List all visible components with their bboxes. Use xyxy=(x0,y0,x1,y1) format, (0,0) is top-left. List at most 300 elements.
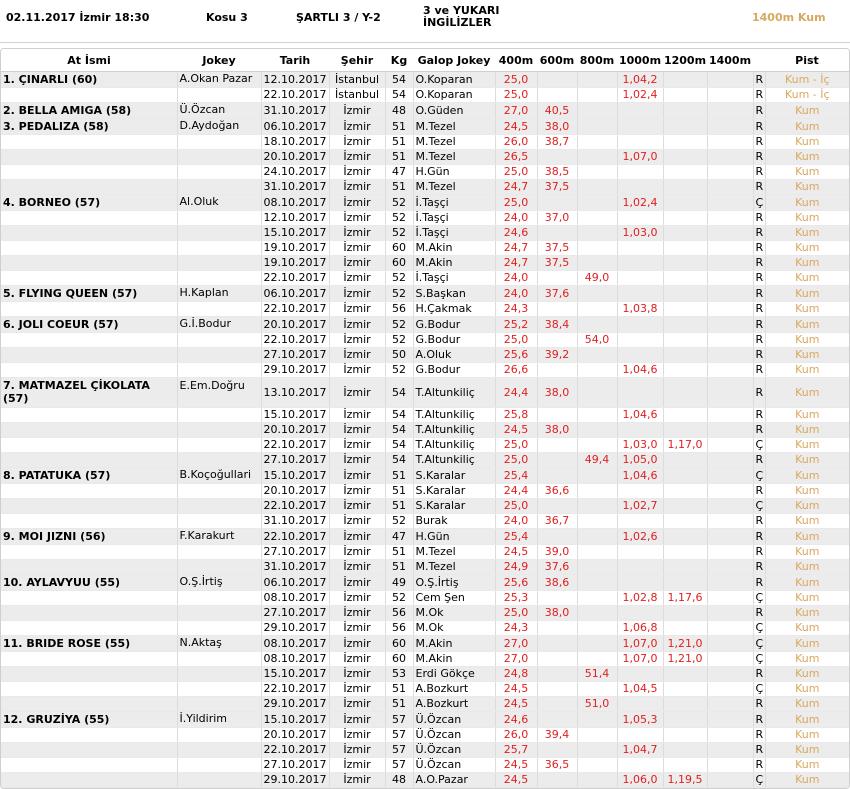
horse-jockey-empty xyxy=(177,363,261,378)
work-city: İzmir xyxy=(329,438,385,453)
work-city: İzmir xyxy=(329,348,385,363)
time-400m: 24,6 xyxy=(495,226,537,241)
time-1400m xyxy=(707,195,753,211)
track-surface: Kum xyxy=(765,363,849,378)
column-400m-header: 400m xyxy=(495,49,537,72)
work-date: 31.10.2017 xyxy=(261,180,329,195)
horse-name-empty xyxy=(1,165,177,180)
track-direction: R xyxy=(753,211,765,226)
time-1200m xyxy=(663,408,707,423)
track-surface: Kum xyxy=(765,514,849,529)
work-city: İzmir xyxy=(329,606,385,621)
time-1400m xyxy=(707,773,753,788)
table-row xyxy=(1,317,849,333)
horse-jockey-empty xyxy=(177,165,261,180)
gallop-jockey: H.Gün xyxy=(413,165,495,180)
horse-jockey-empty xyxy=(177,606,261,621)
track-surface: Kum xyxy=(765,529,849,545)
track-surface: Kum xyxy=(765,165,849,180)
work-weight: 57 xyxy=(385,743,413,758)
work-weight: 52 xyxy=(385,286,413,302)
gallop-jockey: M.Akin xyxy=(413,241,495,256)
gallop-jockey: T.Altunkiliç xyxy=(413,453,495,468)
time-1200m xyxy=(663,119,707,135)
track-surface: Kum xyxy=(765,302,849,317)
time-600m: 37,5 xyxy=(537,256,577,271)
horse-jockey: G.İ.Bodur xyxy=(177,317,261,333)
time-1200m xyxy=(663,150,707,165)
time-1000m: 1,02,4 xyxy=(617,195,663,211)
track-surface: Kum xyxy=(765,423,849,438)
track-direction: Ç xyxy=(753,468,765,484)
time-600m: 39,4 xyxy=(537,728,577,743)
time-600m xyxy=(537,88,577,103)
work-city: İzmir xyxy=(329,758,385,773)
time-400m: 25,0 xyxy=(495,195,537,211)
horse-name-empty xyxy=(1,363,177,378)
column-track-header: Pist xyxy=(765,49,849,72)
track-direction: R xyxy=(753,72,765,88)
time-800m xyxy=(577,226,617,241)
time-1000m xyxy=(617,317,663,333)
time-1200m xyxy=(663,621,707,636)
work-city: İzmir xyxy=(329,271,385,286)
work-city: İzmir xyxy=(329,529,385,545)
table-row xyxy=(1,652,849,667)
time-400m: 24,0 xyxy=(495,211,537,226)
horse-name: 4. BORNEO (57) xyxy=(1,195,177,211)
time-1000m xyxy=(617,575,663,591)
time-1400m xyxy=(707,302,753,317)
work-weight: 60 xyxy=(385,241,413,256)
work-weight: 54 xyxy=(385,408,413,423)
track-surface: Kum xyxy=(765,728,849,743)
gallop-jockey: M.Ok xyxy=(413,621,495,636)
time-400m: 25,4 xyxy=(495,468,537,484)
time-1000m: 1,02,8 xyxy=(617,591,663,606)
work-weight: 56 xyxy=(385,621,413,636)
time-400m: 24,7 xyxy=(495,241,537,256)
table-row xyxy=(1,72,849,88)
horse-jockey-empty xyxy=(177,408,261,423)
horse-jockey-empty xyxy=(177,271,261,286)
work-date: 22.10.2017 xyxy=(261,499,329,514)
time-1200m xyxy=(663,135,707,150)
table-row xyxy=(1,529,849,545)
gallop-jockey: H.Gün xyxy=(413,529,495,545)
work-city: İzmir xyxy=(329,514,385,529)
time-400m: 24,3 xyxy=(495,621,537,636)
table-row xyxy=(1,408,849,423)
time-1400m xyxy=(707,606,753,621)
time-1200m xyxy=(663,165,707,180)
work-date: 19.10.2017 xyxy=(261,241,329,256)
time-800m xyxy=(577,591,617,606)
time-400m: 24,5 xyxy=(495,682,537,697)
time-1400m xyxy=(707,453,753,468)
time-1000m xyxy=(617,728,663,743)
work-date: 06.10.2017 xyxy=(261,575,329,591)
column-horse-name-header: At İsmi xyxy=(1,49,177,72)
track-surface: Kum xyxy=(765,150,849,165)
time-1400m xyxy=(707,712,753,728)
horse-name-empty xyxy=(1,423,177,438)
time-1400m xyxy=(707,241,753,256)
time-400m: 25,0 xyxy=(495,165,537,180)
time-1000m: 1,05,3 xyxy=(617,712,663,728)
time-1200m xyxy=(663,271,707,286)
gallop-jockey: S.Karalar xyxy=(413,499,495,514)
table-row xyxy=(1,423,849,438)
horse-jockey-empty xyxy=(177,135,261,150)
time-1200m xyxy=(663,226,707,241)
track-surface: Kum - İç xyxy=(765,72,849,88)
time-1200m xyxy=(663,378,707,408)
time-1400m xyxy=(707,333,753,348)
table-row xyxy=(1,453,849,468)
gallop-jockey: M.Tezel xyxy=(413,560,495,575)
time-600m xyxy=(537,271,577,286)
work-city: İzmir xyxy=(329,468,385,484)
time-1200m xyxy=(663,743,707,758)
work-date: 22.10.2017 xyxy=(261,88,329,103)
time-1200m xyxy=(663,333,707,348)
time-800m xyxy=(577,621,617,636)
table-row xyxy=(1,682,849,697)
work-weight: 51 xyxy=(385,545,413,560)
table-row xyxy=(1,271,849,286)
work-date: 29.10.2017 xyxy=(261,621,329,636)
work-weight: 60 xyxy=(385,652,413,667)
time-1400m xyxy=(707,72,753,88)
time-600m: 40,5 xyxy=(537,103,577,119)
time-600m xyxy=(537,195,577,211)
time-1000m: 1,02,6 xyxy=(617,529,663,545)
time-1000m: 1,04,2 xyxy=(617,72,663,88)
time-1000m xyxy=(617,514,663,529)
time-400m: 24,7 xyxy=(495,180,537,195)
time-1200m xyxy=(663,712,707,728)
time-800m: 49,0 xyxy=(577,271,617,286)
time-1200m: 1,19,5 xyxy=(663,773,707,788)
time-800m: 49,4 xyxy=(577,453,617,468)
time-400m: 24,4 xyxy=(495,378,537,408)
work-city: İstanbul xyxy=(329,88,385,103)
time-600m xyxy=(537,150,577,165)
work-date: 22.10.2017 xyxy=(261,743,329,758)
table-row xyxy=(1,363,849,378)
time-600m: 37,5 xyxy=(537,241,577,256)
gallop-jockey: M.Akin xyxy=(413,636,495,652)
gallop-jockey: M.Tezel xyxy=(413,150,495,165)
gallop-jockey: İ.Taşçi xyxy=(413,211,495,226)
gallop-jockey: S.Başkan xyxy=(413,286,495,302)
work-city: İzmir xyxy=(329,621,385,636)
work-city: İzmir xyxy=(329,286,385,302)
horse-jockey: O.Ş.İrtiş xyxy=(177,575,261,591)
horse-jockey-empty xyxy=(177,88,261,103)
work-city: İzmir xyxy=(329,195,385,211)
track-surface: Kum xyxy=(765,667,849,682)
track-direction: R xyxy=(753,150,765,165)
table-row xyxy=(1,621,849,636)
horse-name-empty xyxy=(1,453,177,468)
track-direction: R xyxy=(753,256,765,271)
work-city: İzmir xyxy=(329,453,385,468)
work-date: 22.10.2017 xyxy=(261,682,329,697)
work-date: 15.10.2017 xyxy=(261,226,329,241)
table-row xyxy=(1,226,849,241)
work-weight: 51 xyxy=(385,119,413,135)
time-400m: 25,0 xyxy=(495,499,537,514)
column-jockey-header: Jokey xyxy=(177,49,261,72)
work-city: İzmir xyxy=(329,652,385,667)
track-surface: Kum xyxy=(765,180,849,195)
time-1400m xyxy=(707,286,753,302)
time-1200m xyxy=(663,728,707,743)
track-surface: Kum xyxy=(765,468,849,484)
time-1200m xyxy=(663,697,707,712)
time-400m: 27,0 xyxy=(495,103,537,119)
work-city: İzmir xyxy=(329,408,385,423)
horse-jockey-empty xyxy=(177,652,261,667)
work-date: 29.10.2017 xyxy=(261,697,329,712)
track-surface: Kum xyxy=(765,636,849,652)
gallop-jockey: O.Koparan xyxy=(413,72,495,88)
gallop-jockey: T.Altunkiliç xyxy=(413,423,495,438)
time-800m xyxy=(577,545,617,560)
time-400m: 26,6 xyxy=(495,363,537,378)
time-1000m: 1,05,0 xyxy=(617,453,663,468)
track-surface: Kum xyxy=(765,758,849,773)
gallop-jockey: M.Tezel xyxy=(413,135,495,150)
time-1000m: 1,03,0 xyxy=(617,438,663,453)
track-surface: Kum xyxy=(765,103,849,119)
time-400m: 25,0 xyxy=(495,88,537,103)
gallop-jockey: A.Bozkurt xyxy=(413,697,495,712)
time-600m: 38,7 xyxy=(537,135,577,150)
track-surface: Kum xyxy=(765,545,849,560)
horse-name: 1. ÇINARLI (60) xyxy=(1,72,177,88)
track-surface: Kum xyxy=(765,575,849,591)
time-1400m xyxy=(707,529,753,545)
table-row xyxy=(1,135,849,150)
table-row xyxy=(1,348,849,363)
gallop-jockey: O.Ş.İrtiş xyxy=(413,575,495,591)
horse-name-empty xyxy=(1,743,177,758)
work-weight: 47 xyxy=(385,165,413,180)
column-city-header: Şehir xyxy=(329,49,385,72)
time-600m: 38,5 xyxy=(537,165,577,180)
time-1200m xyxy=(663,575,707,591)
work-date: 15.10.2017 xyxy=(261,712,329,728)
time-600m xyxy=(537,72,577,88)
track-direction: R xyxy=(753,317,765,333)
work-city: İzmir xyxy=(329,667,385,682)
horse-name: 3. PEDALIZA (58) xyxy=(1,119,177,135)
work-city: İzmir xyxy=(329,575,385,591)
track-direction: Ç xyxy=(753,591,765,606)
work-city: İzmir xyxy=(329,103,385,119)
work-weight: 56 xyxy=(385,606,413,621)
time-1000m: 1,02,4 xyxy=(617,88,663,103)
track-direction: Ç xyxy=(753,652,765,667)
work-weight: 54 xyxy=(385,423,413,438)
work-weight: 51 xyxy=(385,150,413,165)
time-800m xyxy=(577,88,617,103)
time-1000m xyxy=(617,606,663,621)
time-600m: 36,5 xyxy=(537,758,577,773)
track-direction: R xyxy=(753,560,765,575)
track-surface: Kum xyxy=(765,135,849,150)
time-600m xyxy=(537,333,577,348)
horse-name-empty xyxy=(1,226,177,241)
work-weight: 52 xyxy=(385,195,413,211)
time-400m: 25,0 xyxy=(495,333,537,348)
time-400m: 24,5 xyxy=(495,423,537,438)
horse-name-empty xyxy=(1,271,177,286)
gallop-jockey: M.Tezel xyxy=(413,119,495,135)
horse-jockey-empty xyxy=(177,499,261,514)
work-weight: 51 xyxy=(385,484,413,499)
time-1000m: 1,04,6 xyxy=(617,363,663,378)
time-800m xyxy=(577,180,617,195)
time-800m xyxy=(577,286,617,302)
time-1000m xyxy=(617,135,663,150)
track-surface: Kum xyxy=(765,773,849,788)
time-1400m xyxy=(707,180,753,195)
horse-jockey: B.Koçoğullari xyxy=(177,468,261,484)
time-1400m xyxy=(707,211,753,226)
track-direction: R xyxy=(753,529,765,545)
horse-name-empty xyxy=(1,560,177,575)
table-row xyxy=(1,211,849,226)
track-surface: Kum xyxy=(765,226,849,241)
horse-name-empty xyxy=(1,697,177,712)
track-direction: R xyxy=(753,484,765,499)
work-city: İzmir xyxy=(329,636,385,652)
work-date: 08.10.2017 xyxy=(261,636,329,652)
time-1400m xyxy=(707,499,753,514)
track-surface: Kum xyxy=(765,119,849,135)
work-weight: 53 xyxy=(385,667,413,682)
column-kg-header: Kg xyxy=(385,49,413,72)
work-city: İzmir xyxy=(329,499,385,514)
time-1400m xyxy=(707,363,753,378)
horse-name-empty xyxy=(1,484,177,499)
track-direction: R xyxy=(753,302,765,317)
track-direction: R xyxy=(753,575,765,591)
time-600m: 37,6 xyxy=(537,286,577,302)
gallop-jockey: T.Altunkiliç xyxy=(413,408,495,423)
time-600m xyxy=(537,363,577,378)
horse-name-empty xyxy=(1,150,177,165)
gallop-jockey: A.Bozkurt xyxy=(413,682,495,697)
gallop-jockey: M.Ok xyxy=(413,606,495,621)
horse-name: 11. BRIDE ROSE (55) xyxy=(1,636,177,652)
track-surface: Kum xyxy=(765,211,849,226)
horse-name-empty xyxy=(1,758,177,773)
time-800m xyxy=(577,682,617,697)
track-direction: R xyxy=(753,712,765,728)
gallop-jockey: Ü.Özcan xyxy=(413,728,495,743)
table-row xyxy=(1,606,849,621)
table-row xyxy=(1,180,849,195)
time-1200m xyxy=(663,88,707,103)
time-800m: 51,0 xyxy=(577,697,617,712)
horse-jockey-empty xyxy=(177,667,261,682)
time-400m: 24,5 xyxy=(495,758,537,773)
track-direction: R xyxy=(753,226,765,241)
track-direction: R xyxy=(753,103,765,119)
time-1400m xyxy=(707,378,753,408)
time-1000m xyxy=(617,286,663,302)
time-1200m xyxy=(663,195,707,211)
table-row xyxy=(1,545,849,560)
track-direction: Ç xyxy=(753,773,765,788)
horse-name-empty xyxy=(1,241,177,256)
time-1200m xyxy=(663,499,707,514)
time-600m: 38,0 xyxy=(537,119,577,135)
time-1200m xyxy=(663,256,707,271)
work-weight: 52 xyxy=(385,317,413,333)
gallop-jockey: G.Bodur xyxy=(413,363,495,378)
time-1000m: 1,02,7 xyxy=(617,499,663,514)
work-city: İzmir xyxy=(329,423,385,438)
gallop-jockey: A.O.Pazar xyxy=(413,773,495,788)
time-600m: 39,0 xyxy=(537,545,577,560)
time-1400m xyxy=(707,545,753,560)
work-date: 29.10.2017 xyxy=(261,363,329,378)
time-1200m: 1,21,0 xyxy=(663,652,707,667)
time-800m xyxy=(577,302,617,317)
horse-jockey-empty xyxy=(177,423,261,438)
track-direction: R xyxy=(753,363,765,378)
time-1000m xyxy=(617,211,663,226)
time-600m xyxy=(537,712,577,728)
time-800m xyxy=(577,728,617,743)
track-surface: Kum xyxy=(765,438,849,453)
table-header-row xyxy=(1,49,849,72)
work-weight: 54 xyxy=(385,378,413,408)
gallop-table xyxy=(1,49,849,788)
horse-jockey-empty xyxy=(177,545,261,560)
work-city: İzmir xyxy=(329,256,385,271)
column-gallop-jockey-header: Galop Jokey xyxy=(413,49,495,72)
table-body xyxy=(1,72,849,788)
time-1400m xyxy=(707,271,753,286)
time-1200m xyxy=(663,103,707,119)
time-600m xyxy=(537,529,577,545)
time-1000m xyxy=(617,165,663,180)
horse-jockey-empty xyxy=(177,241,261,256)
work-weight: 57 xyxy=(385,712,413,728)
work-weight: 50 xyxy=(385,348,413,363)
time-1000m xyxy=(617,545,663,560)
work-city: İzmir xyxy=(329,682,385,697)
time-400m: 27,0 xyxy=(495,636,537,652)
gallop-jockey: İ.Taşçi xyxy=(413,195,495,211)
work-weight: 51 xyxy=(385,697,413,712)
time-1400m xyxy=(707,636,753,652)
time-1200m xyxy=(663,241,707,256)
time-800m xyxy=(577,773,617,788)
time-1400m xyxy=(707,438,753,453)
time-600m: 38,4 xyxy=(537,317,577,333)
time-400m: 25,7 xyxy=(495,743,537,758)
time-800m xyxy=(577,317,617,333)
time-600m xyxy=(537,697,577,712)
